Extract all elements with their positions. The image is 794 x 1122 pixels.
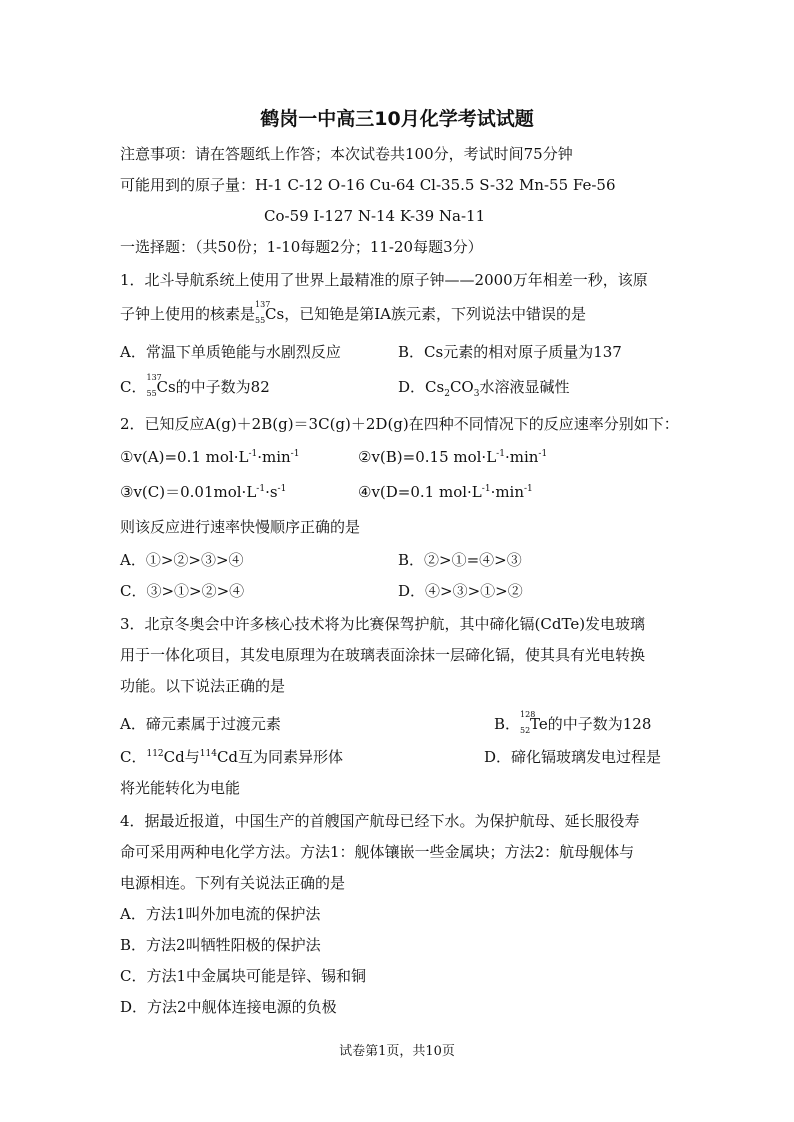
q2-stem: 2．已知反应A(g)＋2B(g)＝3C(g)＋2D(g)在四种不同情况下的反应速率分别如下： xyxy=(120,415,679,433)
section-header: 一选择题：（共50份；1-10每题2分；11-20每题3分） xyxy=(120,238,483,256)
q1-option-c xyxy=(120,373,270,398)
q3-option-a: A．碲元素属于过渡元素 xyxy=(120,715,281,733)
superscript: -1 xyxy=(538,449,548,459)
q4-option-b: B．方法2叫牺牲阳极的保护法 xyxy=(120,936,321,954)
cs-nuclide xyxy=(146,373,176,398)
q3-stem-line-2: 用于一体化项目，其发电原理为在玻璃表面涂抹一层碲化镉，使其具有光电转换 xyxy=(120,646,646,664)
rate-unit: ·min xyxy=(257,448,291,466)
q2-option-d: D．④>③>①>② xyxy=(398,582,523,600)
q1-stem-line-1: 1．北斗导航系统上使用了世界上最精准的原子钟——2000万年相差一秒，该原 xyxy=(120,271,648,289)
q4-stem-line-1: 4．据最近报道，中国生产的首艘国产航母已经下水。为保护航母、延长服役寿 xyxy=(120,812,640,830)
q3-option-d-continued: 将光能转化为电能 xyxy=(120,779,241,797)
q2-option-c: C．③>①>②>④ xyxy=(120,582,245,600)
q3-option-c xyxy=(120,746,343,768)
te-nuclide xyxy=(520,710,548,735)
superscript: -1 xyxy=(481,484,491,494)
option-text: 的中子数为82 xyxy=(175,378,270,396)
option-text: Cd互为同素异形体 xyxy=(216,748,344,766)
superscript: 114 xyxy=(199,749,217,759)
q2-question: 则该反应进行速率快慢顺序正确的是 xyxy=(120,518,361,536)
superscript: -1 xyxy=(248,449,258,459)
rate-unit: ·min xyxy=(490,483,525,501)
nuclide-number: 52 xyxy=(520,726,531,735)
q3-stem-line-1: 3．北京冬奥会中许多核心技术将为比赛保驾护航，其中碲化镉(CdTe)发电玻璃 xyxy=(120,615,646,633)
q1-stem-line-2 xyxy=(120,300,586,325)
q1-stem-pre: 子钟上使用的核素是 xyxy=(120,305,256,323)
rate-text: ②v(B)=0.15 mol·L xyxy=(358,448,497,466)
q4-option-d: D．方法2中舰体连接电源的负极 xyxy=(120,998,337,1016)
atomic-mass-line-1: 可能用到的原子量：H-1 C-12 O-16 Cu-64 Cl-35.5 S-32 Mn-55 Fe-56 xyxy=(120,176,616,194)
option-letter: B． xyxy=(494,715,521,733)
option-text: CO xyxy=(449,378,474,396)
nuclide-mass: 128 xyxy=(520,710,536,719)
q3-option-b xyxy=(494,710,652,735)
nuclide-number: 55 xyxy=(146,389,157,398)
atomic-mass-line-2: Co-59 I-127 N-14 K-39 Na-11 xyxy=(264,207,486,225)
q4-stem-line-2: 命可采用两种电化学方法。方法1：舰体镶嵌一些金属块；方法2：航母舰体与 xyxy=(120,843,635,861)
option-letter: C． xyxy=(120,748,147,766)
cs-nuclide xyxy=(255,300,285,325)
q2-option-a: A．①>②>③>④ xyxy=(120,551,244,569)
q3-option-d: D．碲化镉玻璃发电过程是 xyxy=(484,748,662,766)
nuclide-symbol: Cs xyxy=(156,378,176,396)
rate-unit: ·s xyxy=(265,483,278,501)
nuclide-symbol: Te xyxy=(530,715,548,733)
nuclide-mass: 137 xyxy=(255,300,271,309)
nuclide-mass: 137 xyxy=(146,373,162,382)
notice: 注意事项：请在答题纸上作答；本次试卷共100分，考试时间75分钟 xyxy=(120,145,573,163)
option-letter: C． xyxy=(120,378,147,396)
rate-text: ④v(D=0.1 mol·L xyxy=(358,483,482,501)
rate-text: ③v(C)＝0.01mol·L xyxy=(120,483,257,501)
q2-rate-4 xyxy=(358,481,533,503)
superscript: 112 xyxy=(146,749,164,759)
nuclide-number: 55 xyxy=(255,316,266,325)
subscript: 3 xyxy=(473,389,480,399)
q2-rate-1 xyxy=(120,446,299,468)
page-title: 鹤岗一中高三10月化学考试试题 xyxy=(260,108,534,130)
q4-option-a: A．方法1叫外加电流的保护法 xyxy=(120,905,321,923)
option-text: 水溶液显碱性 xyxy=(479,378,570,396)
q4-option-c: C．方法1中金属块可能是锌、锡和铜 xyxy=(120,967,367,985)
superscript: -1 xyxy=(290,449,300,459)
q1-stem-post: ，已知铯是第ⅠA族元素，下列说法中错误的是 xyxy=(284,305,586,323)
nuclide-symbol: Cs xyxy=(265,305,285,323)
q3-stem-line-3: 功能。以下说法正确的是 xyxy=(120,677,286,695)
page-footer: 试卷第1页，共10页 xyxy=(339,1044,455,1059)
q2-rate-2 xyxy=(358,446,547,468)
option-text: D．Cs xyxy=(398,378,445,396)
q1-option-a: A．常温下单质铯能与水剧烈反应 xyxy=(120,343,341,361)
superscript: -1 xyxy=(496,449,505,459)
option-text: 的中子数为128 xyxy=(547,715,652,733)
superscript: -1 xyxy=(277,484,287,494)
superscript: -1 xyxy=(524,484,533,494)
rate-text: ①v(A)=0.1 mol·L xyxy=(120,448,249,466)
subscript: 2 xyxy=(444,389,450,399)
q1-option-d xyxy=(398,376,569,398)
q2-option-b: B．②>①=④>③ xyxy=(398,551,522,569)
option-text: Cd与 xyxy=(163,748,200,766)
q1-option-b: B．Cs元素的相对原子质量为137 xyxy=(398,343,622,361)
q4-stem-line-3: 电源相连。下列有关说法正确的是 xyxy=(120,874,346,892)
rate-unit: ·min xyxy=(504,448,539,466)
superscript: -1 xyxy=(256,484,266,494)
q2-rate-3 xyxy=(120,481,286,503)
